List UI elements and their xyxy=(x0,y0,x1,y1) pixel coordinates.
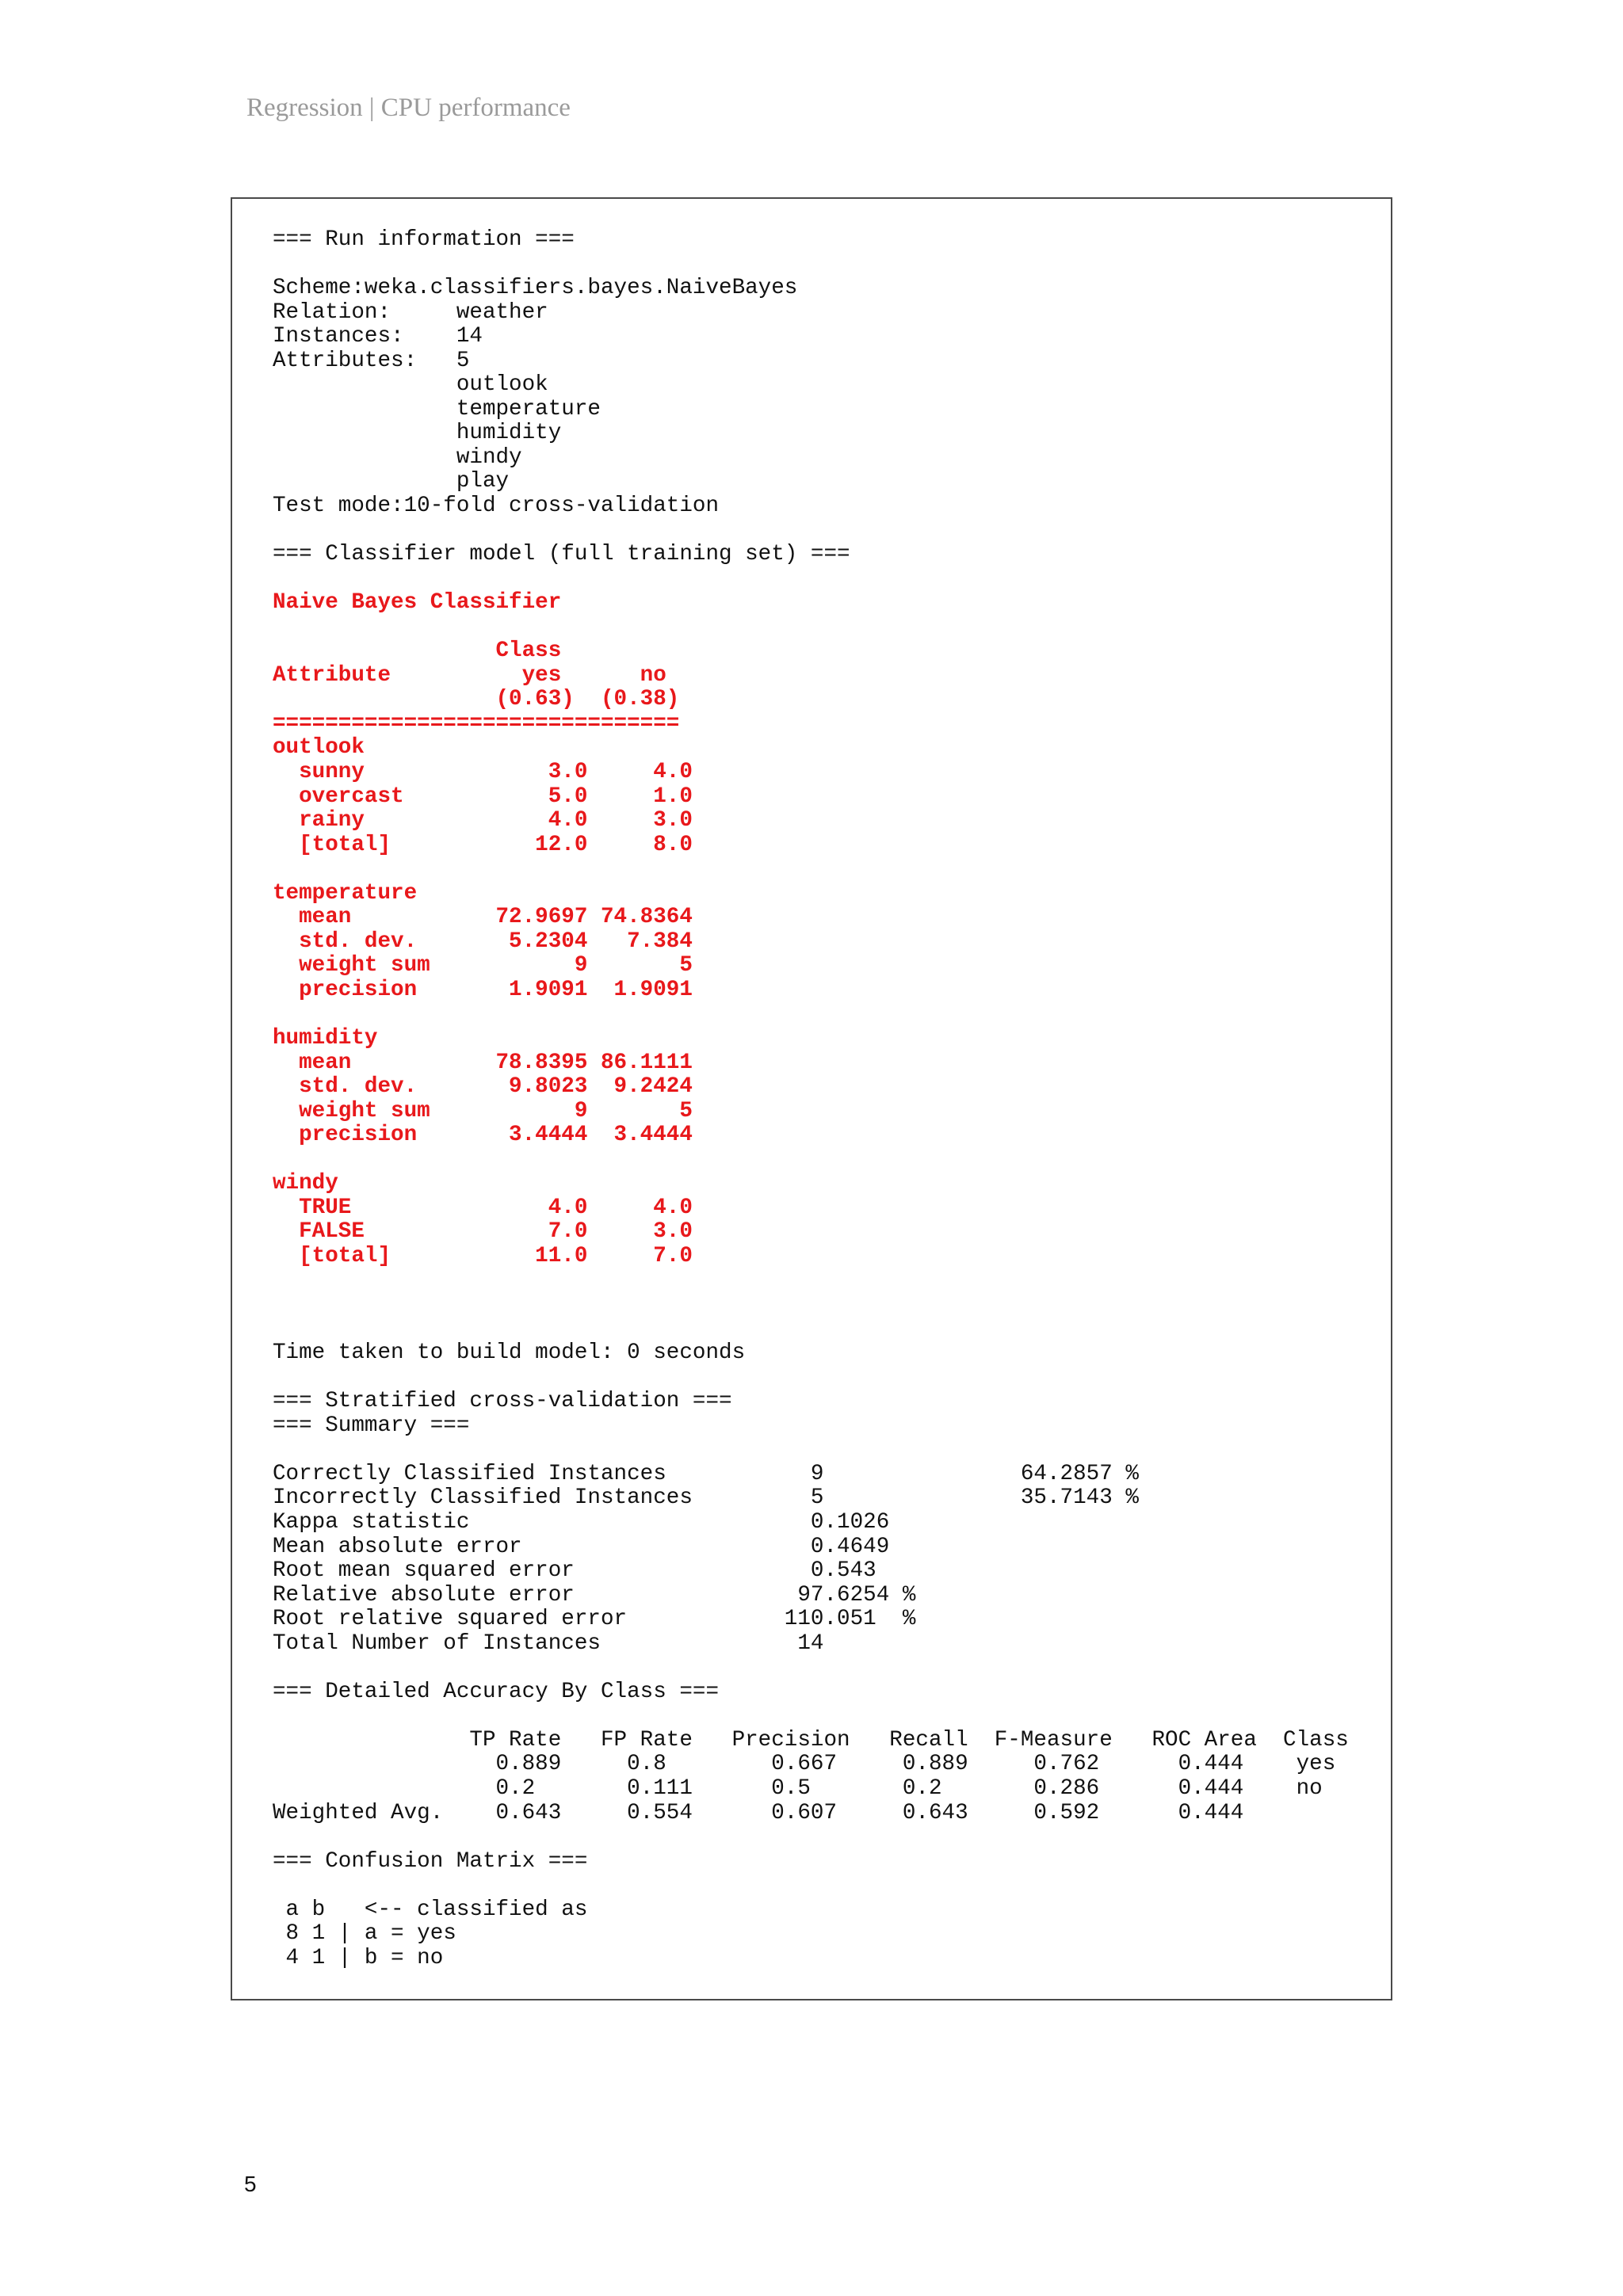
output-line: 0.889 0.8 0.667 0.889 0.762 0.444 yes xyxy=(273,1752,1336,1777)
output-line xyxy=(273,1704,1349,1729)
output-line: === Confusion Matrix === xyxy=(273,1848,588,1874)
model-output-line: overcast 5.0 1.0 xyxy=(273,784,693,809)
model-output-line: Class xyxy=(273,639,562,664)
model-output-line: rainy 4.0 3.0 xyxy=(273,808,693,833)
output-line xyxy=(273,519,1349,543)
output-line xyxy=(273,253,1349,277)
output-line: Instances: 14 xyxy=(273,324,483,349)
model-output-line: weight sum 9 5 xyxy=(273,953,693,978)
output-line: TP Rate FP Rate Precision Recall F-Measure ROC Area Class xyxy=(273,1727,1349,1753)
output-line xyxy=(273,1269,1349,1294)
output-line xyxy=(273,1656,1349,1680)
model-output-line: [total] 11.0 7.0 xyxy=(273,1243,693,1268)
output-line: Total Number of Instances 14 xyxy=(273,1630,824,1656)
model-output-line: weight sum 9 5 xyxy=(273,1098,693,1123)
model-output-line: [total] 12.0 8.0 xyxy=(273,832,693,857)
output-line: Time taken to build model: 0 seconds xyxy=(273,1341,746,1366)
model-output-line: Attribute yes no xyxy=(273,662,666,688)
model-output-line: Naive Bayes Classifier xyxy=(273,590,562,616)
output-line: === Summary === xyxy=(273,1413,470,1438)
output-line: Scheme:weka.classifiers.bayes.NaiveBayes xyxy=(273,276,798,301)
output-line: Relation: weather xyxy=(273,299,548,325)
output-line: 0.2 0.111 0.5 0.2 0.286 0.444 no xyxy=(273,1776,1323,1801)
output-line xyxy=(273,1825,1349,1850)
output-line xyxy=(273,616,1349,640)
output-line: === Run information === xyxy=(273,227,575,252)
output-line xyxy=(273,1293,1349,1318)
output-line: === Stratified cross-validation === xyxy=(273,1389,732,1414)
model-output-line: sunny 3.0 4.0 xyxy=(273,760,693,785)
output-line: Root relative squared error 110.051 % xyxy=(273,1607,916,1632)
model-output-line: =============================== xyxy=(273,711,680,736)
output-line: 8 1 | a = yes xyxy=(273,1921,456,1947)
model-output-line: (0.63) (0.38) xyxy=(273,687,680,712)
output-line: Relative absolute error 97.6254 % xyxy=(273,1582,916,1608)
output-line xyxy=(273,857,1349,882)
output-line xyxy=(273,1366,1349,1390)
output-line: Incorrectly Classified Instances 5 35.7143 % xyxy=(273,1486,1139,1511)
model-output-line: FALSE 7.0 3.0 xyxy=(273,1219,693,1245)
model-output-line: humidity xyxy=(273,1026,378,1051)
output-line: humidity xyxy=(273,421,562,446)
model-output-line: temperature xyxy=(273,880,418,906)
output-line: play xyxy=(273,469,510,494)
output-line: a b <-- classified as xyxy=(273,1897,588,1922)
model-output-line: precision 3.4444 3.4444 xyxy=(273,1123,693,1148)
output-line xyxy=(273,1438,1349,1463)
output-line: outlook xyxy=(273,372,548,398)
model-output-line: precision 1.9091 1.9091 xyxy=(273,977,693,1002)
output-line: 4 1 | b = no xyxy=(273,1945,444,1970)
output-line: Mean absolute error 0.4649 xyxy=(273,1534,890,1559)
model-output-line: windy xyxy=(273,1171,338,1196)
output-line xyxy=(273,1318,1349,1342)
model-output-line: std. dev. 5.2304 7.384 xyxy=(273,929,693,954)
page-number: 5 xyxy=(244,2172,257,2196)
output-line xyxy=(273,567,1349,592)
model-output-line: mean 72.9697 74.8364 xyxy=(273,905,693,930)
output-line: Kappa statistic 0.1026 xyxy=(273,1509,890,1535)
page-header: Regression | CPU performance xyxy=(246,93,571,122)
model-output-line: outlook xyxy=(273,735,365,761)
output-line: Weighted Avg. 0.643 0.554 0.607 0.643 0.592 0.444 xyxy=(273,1800,1244,1825)
model-output-line: TRUE 4.0 4.0 xyxy=(273,1195,693,1220)
output-line: Root mean squared error 0.543 xyxy=(273,1558,876,1584)
weka-output-text xyxy=(273,228,1349,1970)
output-line: Test mode:10-fold cross-validation xyxy=(273,494,720,519)
output-line xyxy=(273,1148,1349,1173)
output-line: windy xyxy=(273,444,522,470)
model-output-line: mean 78.8395 86.1111 xyxy=(273,1050,693,1075)
output-line: === Classifier model (full training set) === xyxy=(273,542,850,567)
output-line xyxy=(273,1874,1349,1898)
output-line: === Detailed Accuracy By Class === xyxy=(273,1679,720,1704)
model-output-line: std. dev. 9.8023 9.2424 xyxy=(273,1074,693,1100)
weka-output-box xyxy=(231,197,1392,2000)
output-line: Correctly Classified Instances 9 64.2857 % xyxy=(273,1461,1139,1486)
output-line xyxy=(273,1003,1349,1028)
output-line: Attributes: 5 xyxy=(273,348,470,373)
output-line: temperature xyxy=(273,396,601,421)
